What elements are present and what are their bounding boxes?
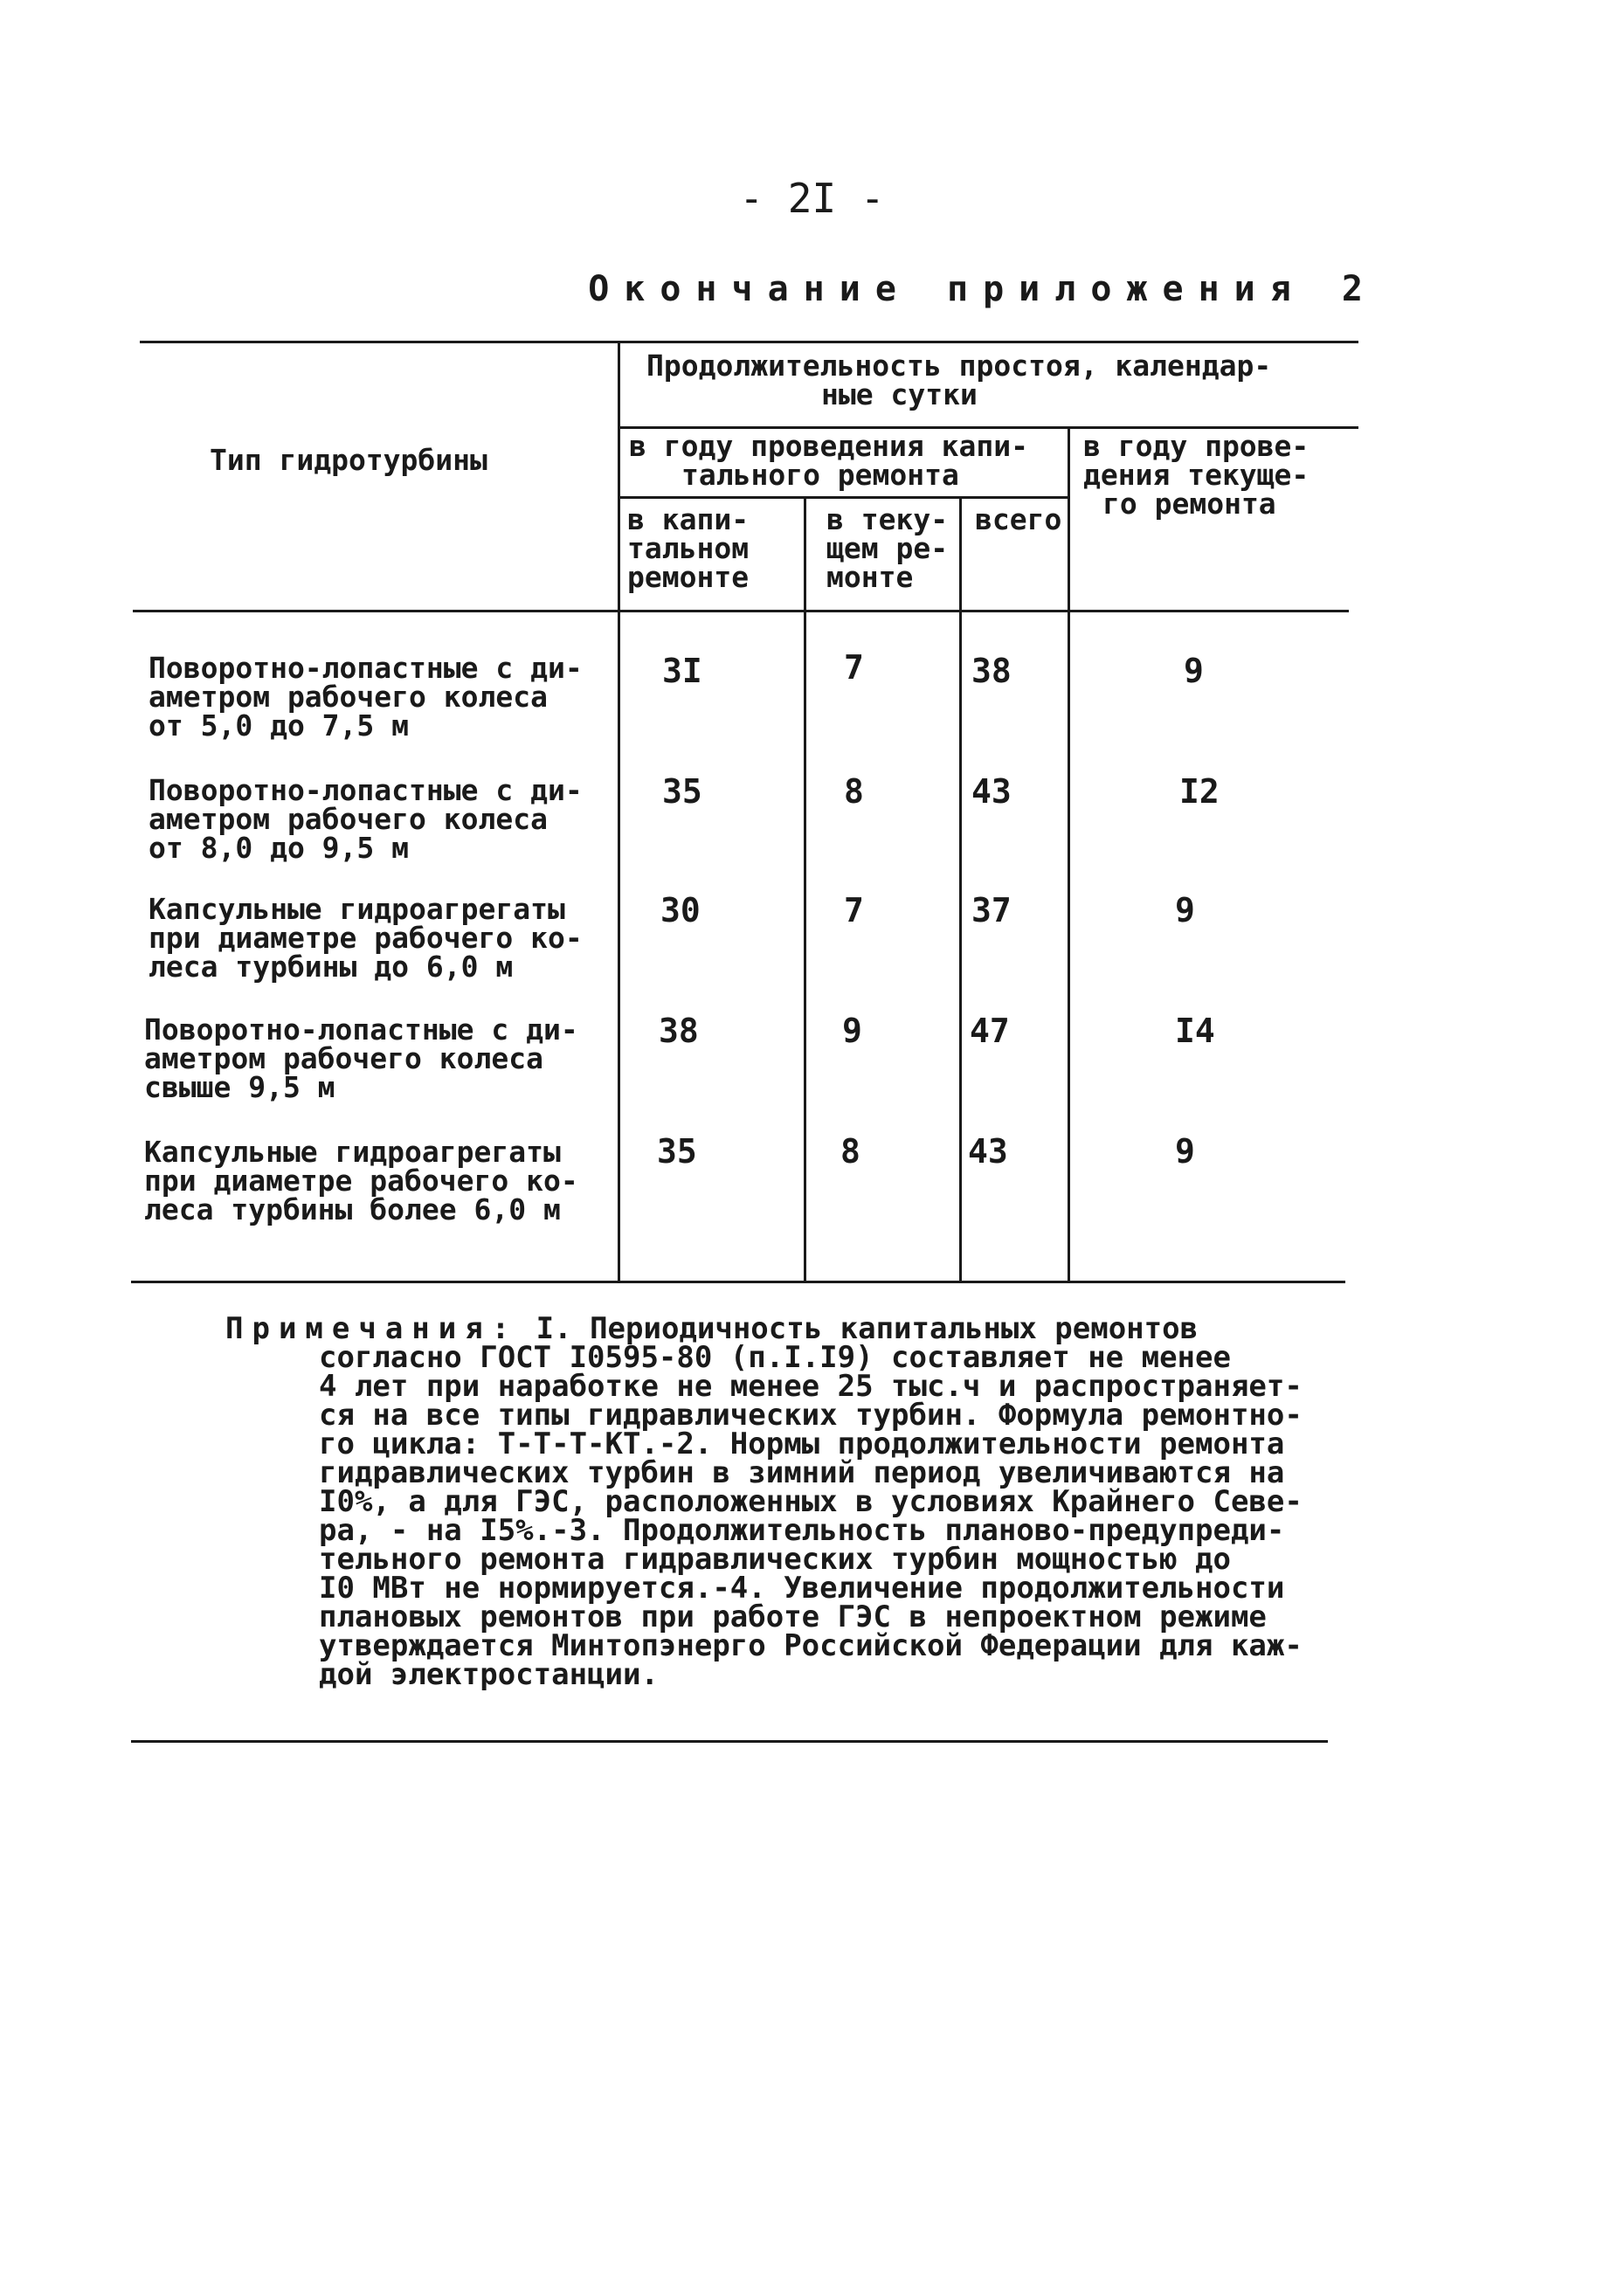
notes-bottom-rule	[131, 1740, 1328, 1743]
row-type-line: аметром рабочего колеса	[149, 680, 548, 714]
row-type-line: при диаметре рабочего ко-	[149, 921, 583, 955]
notes-line: согласно ГОСТ I0595-80 (п.I.I9) составляет не менее	[319, 1340, 1231, 1375]
notes-body	[225, 1340, 1344, 1692]
row-current-value: 8	[844, 772, 864, 811]
notes-line: гидравлических турбин в зимний период увеличиваются на	[319, 1455, 1285, 1490]
row-total-value: 37	[971, 891, 1012, 929]
row-type-line: Поворотно-лопастные с ди-	[149, 773, 583, 807]
row-capital-value: 35	[662, 772, 702, 811]
row-type-line: Поворотно-лопастные с ди-	[149, 651, 583, 685]
row-current-value: 9	[842, 1012, 862, 1050]
table-col-rule-4	[1068, 426, 1070, 1281]
row-type-line: свыше 9,5 м	[144, 1070, 335, 1104]
header-sub-capital-line-2: тальном	[627, 531, 750, 565]
notes-line: плановых ремонтов при работе ГЭС в непроектном режиме	[319, 1599, 1267, 1634]
notes-line: го цикла: Т-Т-Т-КТ.-2. Нормы продолжительности ремонта	[319, 1427, 1285, 1461]
notes-line: ся на все типы гидравлических турбин. Формула ремонтно-	[319, 1398, 1303, 1433]
page-number: - 2I -	[739, 175, 885, 222]
table-bottom-rule	[131, 1281, 1345, 1283]
notes-line: 4 лет при наработке не менее 25 тыс.ч и распространяет-	[319, 1369, 1303, 1404]
row-total-value: 38	[971, 652, 1012, 690]
row-current-value: 8	[840, 1132, 860, 1171]
row-current-value: 7	[844, 648, 864, 687]
row-type-line: от 8,0 до 9,5 м	[149, 831, 410, 865]
header-sub-current-line-2: щем ре-	[826, 531, 949, 565]
notes-block	[225, 1311, 1344, 1692]
table-top-rule	[140, 341, 1358, 343]
header-sub-capital-line-1: в капи-	[627, 502, 750, 536]
header-sub-current-line-1: в теку-	[826, 502, 949, 536]
row-current-year-value: I2	[1179, 772, 1220, 811]
row-current-year-value: 9	[1175, 891, 1195, 929]
table-col-rule-1	[618, 341, 620, 1281]
notes-line: I0%, а для ГЭС, расположенных в условиях Крайнего Севе-	[319, 1484, 1303, 1519]
header-current-year-line-3: го ремонта	[1102, 487, 1276, 521]
row-capital-value: 38	[659, 1012, 699, 1050]
row-current-year-value: 9	[1184, 652, 1204, 690]
row-type-line: леса турбины до 6,0 м	[149, 950, 514, 984]
row-capital-value: 30	[660, 891, 701, 929]
header-capital-year-line-2: тального ремонта	[681, 458, 959, 492]
row-current-value: 7	[844, 891, 864, 929]
row-total-value: 43	[971, 772, 1012, 811]
table-header-bottom-rule	[133, 610, 1349, 612]
row-current-year-value: 9	[1175, 1132, 1195, 1171]
table-col-rule-3	[959, 496, 962, 1281]
row-type-line: аметром рабочего колеса	[149, 802, 548, 836]
notes-line: утверждается Минтопэнерго Российской Федерации для каж-	[319, 1628, 1303, 1663]
header-sub-capital-line-3: ремонте	[627, 560, 750, 594]
row-current-year-value: I4	[1175, 1012, 1215, 1050]
notes-line: I. Периодичность капитальных ремонтов	[536, 1311, 1199, 1346]
row-type-line: аметром рабочего колеса	[144, 1041, 543, 1075]
header-type: Тип гидротурбины	[210, 443, 487, 477]
header-capital-year-line-1: в году проведения капи-	[629, 429, 1028, 463]
header-current-year-line-1: в году прове-	[1083, 429, 1310, 463]
header-sub-total: всего	[975, 502, 1062, 536]
row-capital-value: 3I	[662, 652, 702, 690]
header-duration-line-1: Продолжительность простоя, календар-	[646, 349, 1272, 383]
header-duration-line-2: ные сутки	[821, 377, 978, 411]
row-type-line: Капсульные гидроагрегаты	[149, 892, 565, 926]
notes-line: I0 МВт не нормируется.-4. Увеличение продолжительности	[319, 1571, 1285, 1606]
row-type-line: Поворотно-лопастные с ди-	[144, 1012, 578, 1047]
row-capital-value: 35	[657, 1132, 697, 1171]
row-type-line: от 5,0 до 7,5 м	[149, 708, 410, 743]
row-total-value: 47	[970, 1012, 1010, 1050]
row-type-line: Капсульные гидроагрегаты	[144, 1135, 561, 1169]
table-header-rule-sub	[620, 496, 1070, 499]
row-type-line: при диаметре рабочего ко-	[144, 1164, 578, 1198]
header-current-year-line-2: дения текуще-	[1083, 458, 1310, 492]
notes-line: тельного ремонта гидравлических турбин мощностью до	[319, 1542, 1231, 1577]
row-total-value: 43	[968, 1132, 1008, 1171]
appendix-title: Окончание приложения 2	[588, 269, 1378, 309]
notes-line: дой электростанции.	[319, 1657, 659, 1692]
header-sub-current-line-3: монте	[826, 560, 914, 594]
table-col-rule-2	[804, 496, 806, 1281]
notes-line: ра, - на I5%.-3. Продолжительность планово-предупреди-	[319, 1513, 1285, 1548]
notes-label: Примечания:	[225, 1311, 519, 1346]
row-type-line: леса турбины более 6,0 м	[144, 1192, 561, 1226]
